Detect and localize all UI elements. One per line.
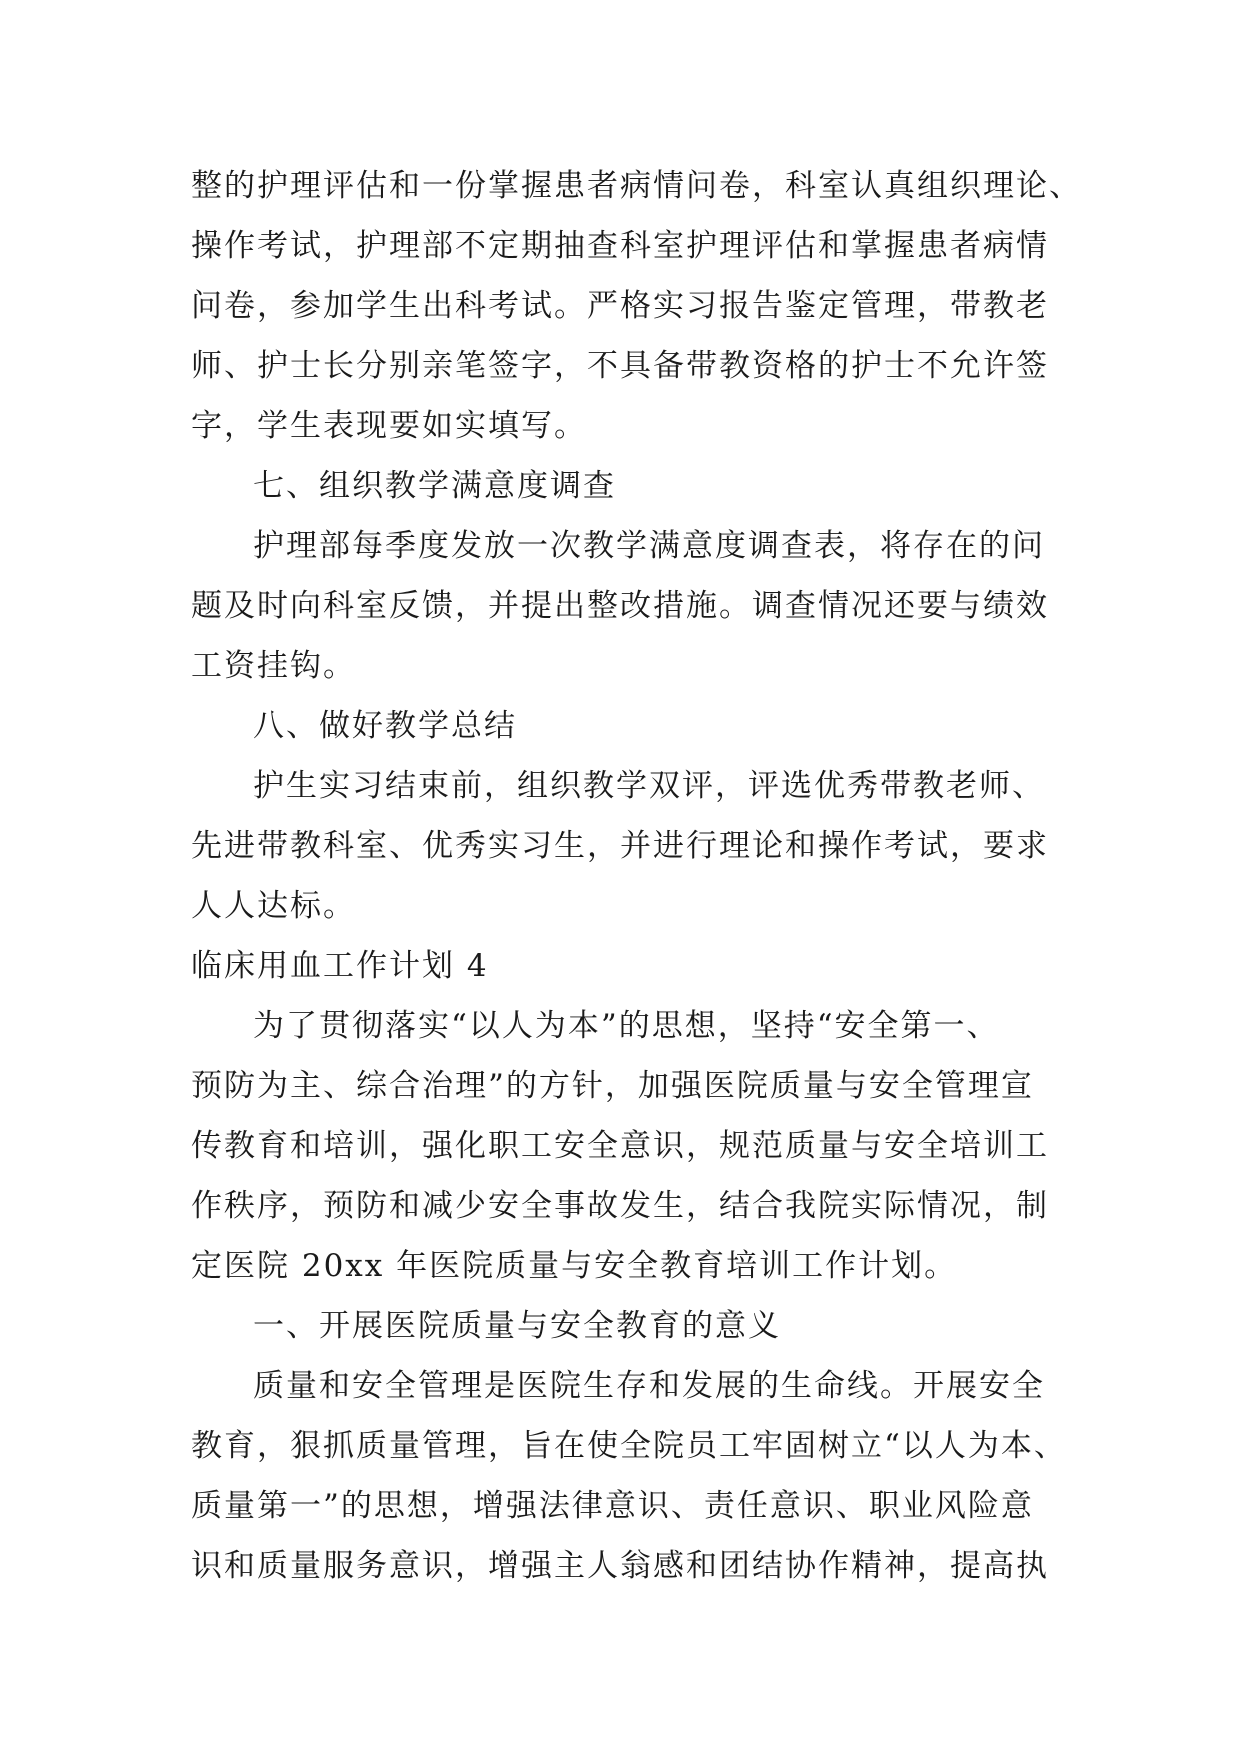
body-text-line: 操作考试，护理部不定期抽查科室护理评估和掌握患者病情 — [191, 228, 1049, 264]
body-text-line: 师、护士长分别亲笔签字，不具备带教资格的护士不允许签 — [191, 348, 1049, 384]
body-text-line: 工资挂钩。 — [191, 648, 356, 684]
body-text-line: 问卷，参加学生出科考试。严格实习报告鉴定管理，带教老 — [191, 288, 1049, 324]
body-text-line: 作秩序，预防和减少安全事故发生，结合我院实际情况，制 — [191, 1188, 1049, 1224]
body-text-line: 题及时向科室反馈，并提出整改措施。调查情况还要与绩效 — [191, 588, 1049, 624]
body-text-line: 为了贯彻落实“以人为本”的思想，坚持“安全第一、 — [253, 1008, 1000, 1044]
body-text-line: 识和质量服务意识，增强主人翁感和团结协作精神，提高执 — [191, 1548, 1049, 1584]
body-text-line: 人人达标。 — [191, 888, 356, 924]
body-text-line: 整的护理评估和一份掌握患者病情问卷，科室认真组织理论、 — [191, 168, 1082, 204]
body-text-line: 护理部每季度发放一次教学满意度调查表，将存在的问 — [253, 528, 1045, 564]
body-text-line: 质量和安全管理是医院生存和发展的生命线。开展安全 — [253, 1368, 1045, 1404]
section-heading: 七、组织教学满意度调查 — [253, 468, 616, 504]
body-text-line: 预防为主、综合治理”的方针，加强医院质量与安全管理宣 — [191, 1068, 1034, 1104]
body-text-line: 传教育和培训，强化职工安全意识，规范质量与安全培训工 — [191, 1128, 1049, 1164]
section-heading: 八、做好教学总结 — [253, 708, 517, 744]
section-heading: 一、开展医院质量与安全教育的意义 — [253, 1308, 781, 1344]
body-text-line: 护生实习结束前，组织教学双评，评选优秀带教老师、 — [253, 768, 1045, 804]
body-text-line: 定医院 20xx 年医院质量与安全教育培训工作计划。 — [191, 1248, 958, 1284]
body-text-line: 教育，狠抓质量管理，旨在使全院员工牢固树立“以人为本、 — [191, 1428, 1067, 1464]
document-title: 临床用血工作计划 4 — [191, 948, 489, 984]
body-text-line: 质量第一”的思想，增强法律意识、责任意识、职业风险意 — [191, 1488, 1034, 1524]
body-text-line: 字，学生表现要如实填写。 — [191, 408, 587, 444]
body-text-line: 先进带教科室、优秀实习生，并进行理论和操作考试，要求 — [191, 828, 1049, 864]
